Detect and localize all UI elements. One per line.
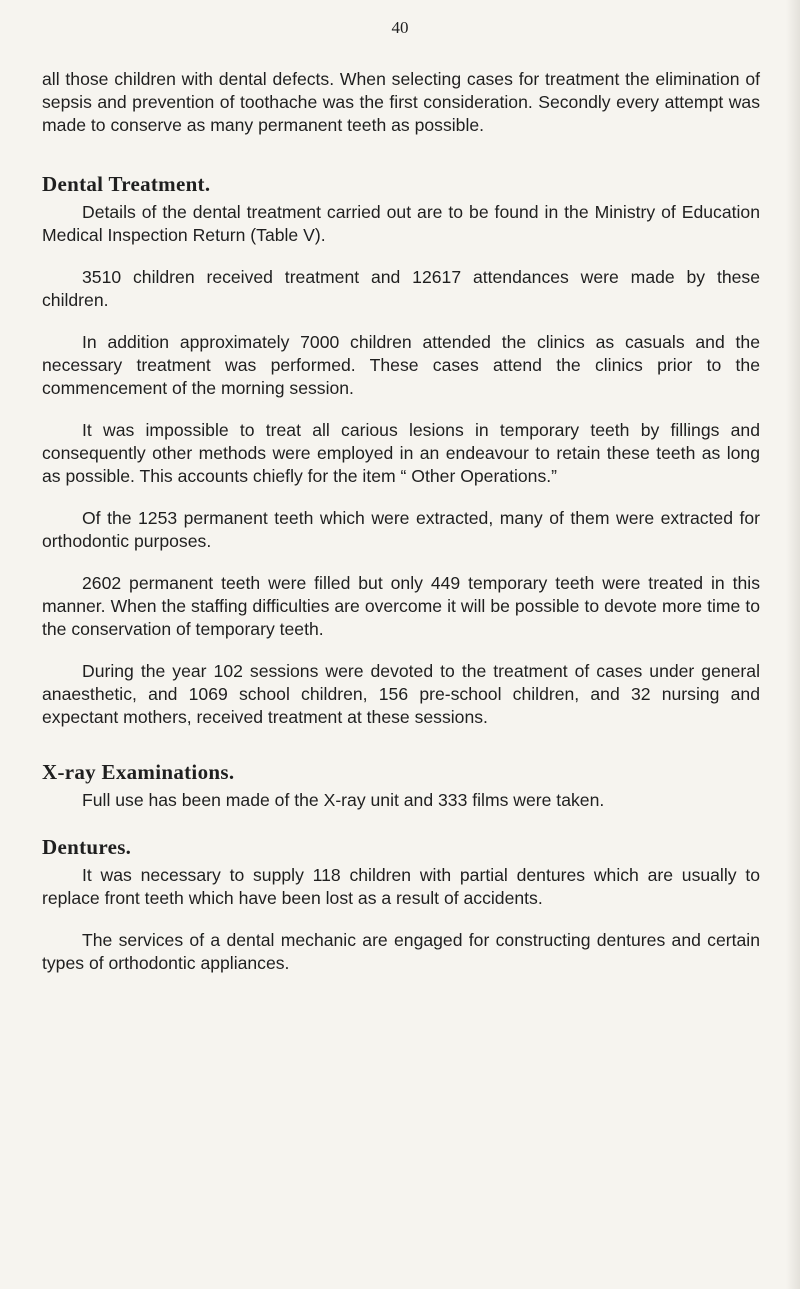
paragraph-xray: Full use has been made of the X-ray unit and 333 films were taken. bbox=[82, 790, 605, 810]
heading-xray-examinations: X-ray Examinations. bbox=[42, 760, 235, 784]
paragraph-extractions: Of the 1253 permanent teeth which were extracted, many of them were extracted for orthodontic purposes. bbox=[42, 508, 760, 551]
page-number: 40 bbox=[391, 18, 409, 37]
paragraph-partial-dentures: It was necessary to supply 118 children with partial dentures which are usually to replace front teeth which have been lost as a result of accidents. bbox=[42, 865, 760, 908]
paragraph-details: Details of the dental treatment carried out are to be found in the Ministry of Education Medical Inspection Return (Table V). bbox=[42, 202, 760, 245]
paragraph-anaesthetic: During the year 102 sessions were devoted to the treatment of cases under general anaesthetic, and 1069 school children, 156 pre-school children, and 32 nursing and expectant mothers, received treatment at these sessions. bbox=[42, 661, 760, 727]
paragraph-children-treated: 3510 children received treatment and 12617 attendances were made by these children. bbox=[42, 267, 760, 310]
paragraph-casuals: In addition approximately 7000 children attended the clinics as casuals and the necessary treatment was performed. These cases attend the clinics prior to the commencement of the morning session. bbox=[42, 332, 760, 398]
paragraph-dental-mechanic: The services of a dental mechanic are engaged for constructing dentures and certain types of orthodontic appliances. bbox=[42, 930, 760, 973]
paragraph-carious-lesions: It was impossible to treat all carious lesions in temporary teeth by fillings and consequently other methods were employed in an endeavour to retain these teeth as long as possible. This accounts chiefly for the item “ Other Operations.” bbox=[42, 420, 760, 486]
page-edge-shadow bbox=[786, 0, 800, 1289]
page-content bbox=[42, 68, 760, 975]
paragraph-intro: all those children with dental defects. When selecting cases for treatment the elimination of sepsis and prevention of toothache was the first consideration. Secondly every attempt was made to conserve as many permanent teeth as possible. bbox=[42, 69, 760, 135]
heading-dental-treatment: Dental Treatment. bbox=[42, 172, 211, 196]
heading-dentures: Dentures. bbox=[42, 835, 132, 859]
paragraph-fillings: 2602 permanent teeth were filled but only 449 temporary teeth were treated in this manner. When the staffing difficulties are overcome it will be possible to devote more time to the conservation of temporary teeth. bbox=[42, 573, 760, 639]
